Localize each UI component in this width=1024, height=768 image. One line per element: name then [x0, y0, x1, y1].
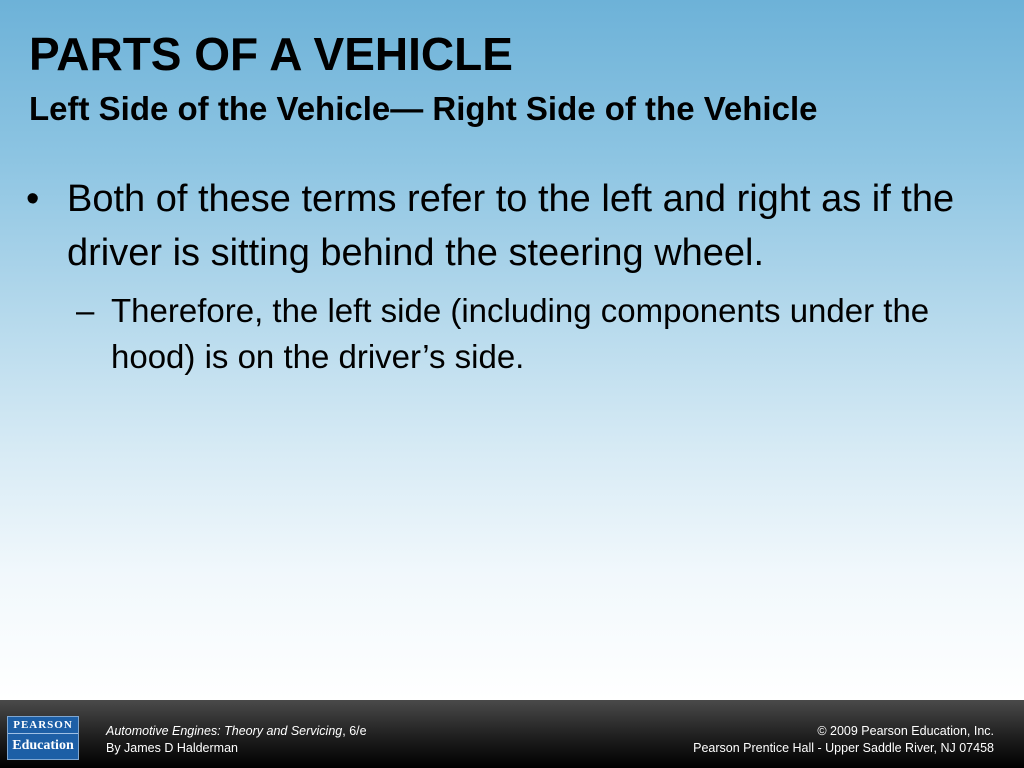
logo-top-text: PEARSON [8, 717, 78, 734]
pearson-education-logo [7, 716, 79, 760]
book-author: By James D Halderman [106, 741, 238, 755]
slide-title: PARTS OF A VEHICLE [29, 28, 513, 80]
book-title-line [106, 723, 367, 740]
book-edition: , 6/e [342, 724, 367, 738]
footer-publisher-info [693, 723, 994, 757]
copyright-text: © 2009 Pearson Education, Inc. [817, 724, 994, 738]
logo-bottom-text: Education [12, 738, 74, 753]
sub-bullet-text: Therefore, the left side (including components under the hood) is on the driver’s side. [111, 292, 930, 375]
sub-bullet-item [76, 288, 976, 380]
bullet-list [26, 172, 976, 380]
bullet-item [26, 172, 976, 280]
slide-subtitle: Left Side of the Vehicle— Right Side of the Vehicle [29, 90, 818, 127]
bullet-marker: • [26, 178, 40, 220]
book-title: Automotive Engines: Theory and Servicing [106, 724, 343, 738]
footer-bar [0, 700, 1024, 768]
publisher-text: Pearson Prentice Hall - Upper Saddle River, NJ 07458 [693, 741, 994, 755]
footer-book-info [106, 723, 367, 757]
sub-bullet-marker: – [76, 292, 95, 329]
bullet-text: Both of these terms refer to the left and right as if the driver is sitting behind the steering wheel. [67, 178, 955, 274]
